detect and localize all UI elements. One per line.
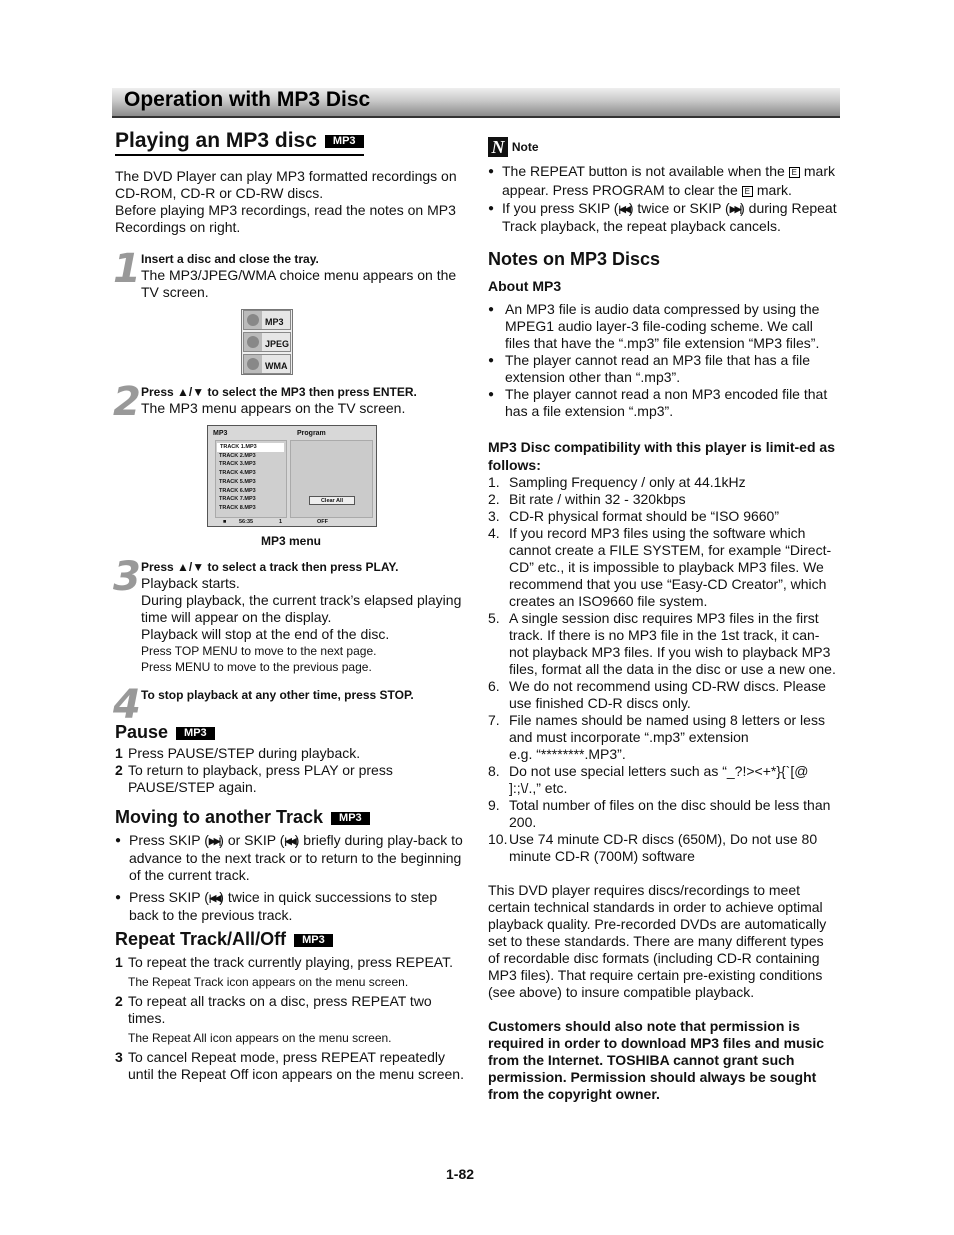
- note-text: mark appear. Press PROGRAM to clear the: [502, 163, 835, 198]
- compat-heading: MP3 Disc compatibility with this player is limit-ed as follows:: [488, 439, 835, 473]
- permission-paragraph: Customers should also note that permission is required in order to download MP3 files and music from the Internet. TOSHIBA cannot grant such permission. Permission should always be sought from the copyright owner.: [488, 1018, 825, 1102]
- item-text: Sampling Frequency / only at 44.1kHz: [509, 474, 746, 490]
- music-icon: [247, 358, 259, 370]
- item-note: The Repeat All icon appears on the menu screen.: [128, 1031, 392, 1045]
- heading-text: Moving to another Track: [115, 807, 324, 827]
- heading-text: Pause: [115, 722, 169, 742]
- skip-back-icon: |◀◀: [284, 836, 295, 846]
- item-number: 3: [115, 1049, 123, 1065]
- step-3-text-3: Playback will stop at the end of the disc.: [141, 626, 390, 642]
- skip-forward-icon: ▶▶|: [729, 204, 741, 214]
- requirements-paragraph: This DVD player requires discs/recordings to meet certain technical standards in order to achieve optimal playback quality. Pre-recorded DVDs are automatically set to these standards. There are many different types of recordable disc formats (including CD-R containing MP3 files). That require certain pre-existing conditions (see above) to insure compatible playback.: [488, 882, 827, 1000]
- item-note: The Repeat Track icon appears on the menu screen.: [128, 975, 409, 989]
- track-item: TRACK 1.MP3: [217, 443, 284, 452]
- step-text: Press: [141, 385, 178, 399]
- item-number: 8.: [488, 763, 500, 779]
- item-text: If you record MP3 files using the software which cannot create a FILE SYSTEM, for example “Direct-CD” etc., it is impossible to playback MP3 files. We recommend that you use “Easy-CD Creator”, which creates an ISO9660 file system.: [509, 525, 832, 609]
- track-item: TRACK 3.MP3: [219, 461, 256, 468]
- step-number: 3: [113, 554, 141, 600]
- track-count: 1: [279, 519, 283, 525]
- repeat-heading: [115, 931, 467, 948]
- bullet-text: Press SKIP (: [129, 889, 209, 905]
- repeat-item-2-note: [115, 1030, 467, 1046]
- step-1: [113, 246, 467, 301]
- choice-item-jpeg: [243, 332, 291, 352]
- note-text: If you press SKIP (: [502, 200, 619, 216]
- section-banner: [112, 88, 840, 118]
- step-3-heading: [141, 559, 467, 575]
- item-text: File names should be named using 8 letters or less and must incorporate “.mp3” extension: [509, 712, 825, 745]
- compat-item: [488, 491, 838, 508]
- bullet-text: ) twice in quick successions to step back to the previous track.: [129, 889, 438, 923]
- repeat-item-3: [115, 1049, 467, 1083]
- compat-item: [488, 797, 838, 831]
- intro-paragraph-2: Before playing MP3 recordings, read the notes on MP3 Recordings on right.: [115, 202, 456, 235]
- track-item: TRACK 4.MP3: [219, 470, 256, 477]
- elapsed-time: 56:35: [239, 519, 254, 525]
- item-text: To repeat all tracks on a disc, press REPEAT two times.: [128, 993, 432, 1026]
- moving-heading: [115, 809, 467, 826]
- item-number: 9.: [488, 797, 500, 813]
- compat-item: [488, 474, 838, 491]
- left-column: [115, 128, 467, 1083]
- item-text: Total number of files on the disc should be less than 200.: [509, 797, 831, 830]
- about-heading: About MP3: [488, 278, 562, 294]
- compat-item: [488, 508, 838, 525]
- step-3-text-2: During playback, the current track’s elapsed playing time will appear on the display.: [141, 592, 462, 625]
- step-2-text: The MP3 menu appears on the TV screen.: [141, 400, 406, 416]
- note-text: ) during Repeat Track playback, the repeat playback cancels.: [502, 200, 837, 234]
- clear-all-button: Clear All: [309, 496, 355, 505]
- item-example: e.g. “********.MP3”.: [509, 746, 626, 762]
- compat-item: [488, 678, 838, 712]
- step-text: Press: [141, 560, 178, 574]
- note-text: mark.: [753, 182, 792, 198]
- moving-bullet-2: [115, 889, 467, 924]
- track-item: TRACK 5.MP3: [219, 478, 256, 485]
- compat-item: [488, 610, 838, 678]
- mp3-badge: MP3: [294, 934, 333, 947]
- note-bullet-2: [488, 200, 838, 235]
- bullet-text: ) briefly during play-back to advance to the next track or to return to the beginning of the current track.: [129, 832, 463, 883]
- skip-back-icon: |◀◀: [618, 204, 629, 214]
- compat-item: [488, 763, 838, 797]
- item-number: 6.: [488, 678, 500, 694]
- item-number: 5.: [488, 610, 500, 626]
- note-icon: N: [488, 137, 508, 157]
- mp3-menu-footer: [211, 518, 373, 526]
- choice-label: JPEG: [265, 339, 290, 349]
- mp3-badge: MP3: [331, 812, 370, 825]
- choice-item-wma: [243, 354, 291, 374]
- menu-header-mp3: MP3: [213, 430, 228, 437]
- stop-icon: ■: [223, 519, 227, 525]
- note-text: ) twice or SKIP (: [628, 200, 730, 216]
- item-text: CD-R physical format should be “ISO 9660”: [509, 508, 779, 524]
- item-number: 1: [115, 745, 123, 761]
- up-down-arrow-icon: ▲/▼: [177, 385, 205, 399]
- item-number: 3.: [488, 508, 500, 524]
- about-bullet-2: ● The player cannot read an MP3 file that has a file extension other than “.mp3”.: [488, 352, 838, 386]
- item-number: 2: [115, 993, 123, 1009]
- program-mark-icon: E: [742, 186, 753, 197]
- step-2-heading: [141, 384, 467, 400]
- track-list: [215, 440, 287, 518]
- mp3-menu-caption: MP3 menu: [260, 534, 321, 548]
- step-3: [113, 554, 467, 675]
- track-item: TRACK 2.MP3: [219, 452, 256, 459]
- up-down-arrow-icon: ▲/▼: [177, 560, 205, 574]
- page-title-text: Playing an MP3 disc: [115, 129, 317, 152]
- track-item: TRACK 6.MP3: [219, 487, 256, 494]
- step-number: 2: [113, 379, 141, 425]
- mp3-badge: MP3: [325, 135, 364, 148]
- step-number: 1: [113, 246, 141, 292]
- repeat-item-1: [115, 954, 467, 971]
- step-3-small-2: Press MENU to move to the previous page.: [141, 660, 372, 674]
- program-mark-icon: E: [789, 167, 800, 178]
- bullet-text: Press SKIP (: [129, 832, 209, 848]
- step-3-small-1: Press TOP MENU to move to the next page.: [141, 644, 377, 658]
- notes-heading: Notes on MP3 Discs: [488, 249, 661, 269]
- mp3-badge: MP3: [176, 727, 215, 740]
- pause-item-2: [115, 762, 467, 796]
- menu-header-program: Program: [297, 430, 326, 437]
- item-text: Press PAUSE/STEP during playback.: [128, 745, 361, 761]
- note-title: Note: [511, 140, 539, 154]
- intro-paragraph-1: The DVD Player can play MP3 formatted recordings on CD-ROM, CD-R or CD-RW discs.: [115, 168, 457, 201]
- choice-menu: [241, 309, 293, 375]
- item-number: 2: [115, 762, 123, 778]
- mp3-menu-screen: [207, 425, 377, 527]
- item-number: 7.: [488, 712, 500, 728]
- choice-label: WMA: [265, 361, 288, 371]
- item-text: To return to playback, press PLAY or press PAUSE/STEP again.: [128, 762, 393, 795]
- moving-bullet-1: [115, 832, 467, 884]
- pause-heading: [115, 724, 467, 741]
- bullet-text: ) or SKIP (: [219, 832, 285, 848]
- about-bullet-1: ● An MP3 file is audio data compressed by using the MPEG1 audio layer-3 file-coding scheme. We call files that have the “.mp3” file extension “MP3 files”.: [488, 301, 838, 352]
- item-text: Use 74 minute CD-R discs (650M), Do not use 80 minute CD-R (700M) software: [509, 831, 818, 864]
- choice-item-mp3: [243, 310, 291, 330]
- item-text: To cancel Repeat mode, press REPEAT repeatedly until the Repeat Off icon appears on the menu screen.: [128, 1049, 464, 1082]
- mp3-menu-header: [211, 428, 373, 439]
- step-3-text-1: Playback starts.: [141, 575, 240, 591]
- step-2: [113, 379, 467, 425]
- step-text: to select a track then press PLAY.: [204, 560, 399, 574]
- choice-label: MP3: [265, 317, 284, 327]
- note-bullet-1: [488, 162, 838, 200]
- item-text: We do not recommend using CD-RW discs. Please use finished CD-R discs only.: [509, 678, 826, 711]
- step-1-text: The MP3/JPEG/WMA choice menu appears on the TV screen.: [141, 267, 457, 300]
- track-item: TRACK 8.MP3: [219, 504, 256, 511]
- step-4: [113, 682, 467, 728]
- skip-forward-icon: ▶▶|: [208, 836, 220, 846]
- note-heading: [488, 137, 838, 157]
- page-title: [115, 129, 364, 156]
- step-text: to select the MP3 then press ENTER.: [204, 385, 417, 399]
- music-icon: [247, 314, 259, 326]
- step-number: 4: [113, 682, 141, 728]
- heading-text: Repeat Track/All/Off: [115, 929, 287, 949]
- item-text: Do not use special letters such as “_?!><+*}{`[@ ]:;\/.,” etc.: [509, 763, 809, 796]
- page-number: 1-82: [446, 1166, 475, 1182]
- item-number: 2.: [488, 491, 500, 507]
- item-text: A single session disc requires MP3 files in the first track. If there is no MP3 file in the 1st track, it can-not playback MP3 files. If you wish to playback MP3 files, format all the data in the disc or use a new one.: [509, 610, 836, 677]
- item-number: 10.: [488, 831, 508, 847]
- note-text: The REPEAT button is not available when the: [502, 163, 789, 179]
- item-number: 4.: [488, 525, 500, 541]
- right-column: [488, 128, 838, 1103]
- compat-item: [488, 831, 838, 865]
- compat-item: [488, 712, 838, 763]
- program-panel: [290, 440, 373, 518]
- step-4-heading: To stop playback at any other time, press STOP.: [141, 688, 414, 702]
- repeat-item-2: [115, 993, 467, 1027]
- section-title: Operation with MP3 Disc: [124, 88, 371, 111]
- image-icon: [247, 336, 259, 348]
- compat-item: [488, 525, 838, 610]
- skip-back-icon: |◀◀: [208, 893, 220, 903]
- item-number: 1: [115, 954, 123, 970]
- item-text: To repeat the track currently playing, press REPEAT.: [128, 954, 453, 970]
- repeat-item-1-note: [115, 974, 467, 990]
- repeat-status: OFF: [317, 519, 328, 525]
- item-text: Bit rate / within 32 - 320kbps: [509, 491, 686, 507]
- about-bullet-3: ● The player cannot read a non MP3 encoded file that has a file extension “.mp3”.: [488, 386, 838, 420]
- pause-item-1: [115, 745, 467, 762]
- track-item: TRACK 7.MP3: [219, 496, 256, 503]
- step-1-heading: Insert a disc and close the tray.: [141, 252, 319, 266]
- item-number: 1.: [488, 474, 500, 490]
